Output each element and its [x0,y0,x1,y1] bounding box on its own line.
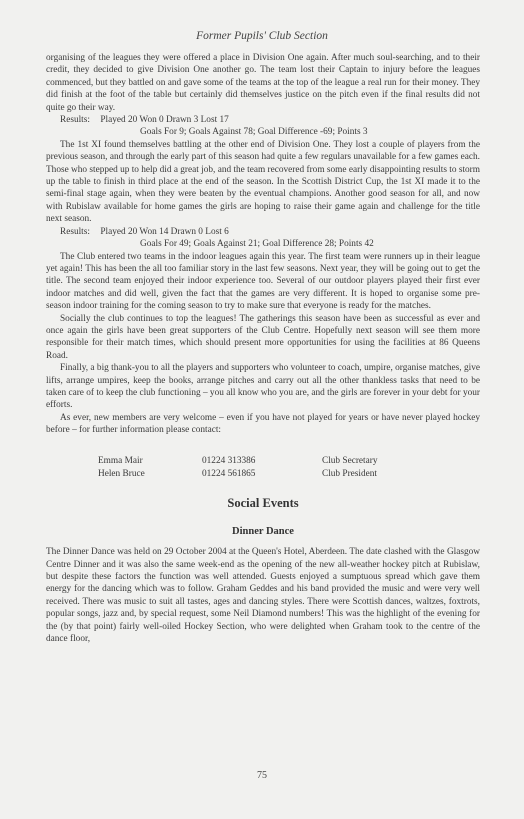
results-record: Played 20 Won 14 Drawn 0 Lost 6 [100,226,229,237]
contact-name: Emma Mair [98,455,143,466]
contact-row [98,455,378,468]
results-record: Played 20 Won 0 Drawn 3 Lost 17 [100,115,229,126]
results-block-1 [46,114,480,126]
contact-row [98,468,378,481]
hockey-paragraph-5: Finally, a big thank-you to all the players and supporters who volunteer to coach, umpire, organise matches, give lifts, arrange umpires, keep the books, arrange pitches and carry out all the other thankless tasks that need to be taken care of to keep the club functioning – you all know who you are, and the girls are forever in your debt for your efforts. [46,363,480,411]
results-block-2 [46,226,480,238]
hockey-paragraph-4: Socially the club continues to top the leagues! The gatherings this season have been as successful as ever and once again the girls have been great supporters of the Club Centre. Hopefully next season will see them more responsible for their match times, which should present more opportunities for using the facilities at 86 Queens Road. [46,313,480,361]
results-goals-2: Goals For 49; Goals Against 21; Goal Difference 28; Points 42 [140,239,374,250]
contact-phone: 01224 313386 [202,455,256,466]
page-number: 75 [257,770,267,781]
results-label: Results: [60,115,90,126]
contact-name: Helen Bruce [98,469,145,479]
results-goals-1: Goals For 9; Goals Against 78; Goal Difference -69; Points 3 [140,127,368,138]
hockey-paragraph-1: organising of the leagues they were offered a place in Division One again. After much soul-searching, and to their credit, they decided to give Division One another go. The team lost their Captain to injury before the leagues commenced, but they battled on and gave some of the teams at the top of the league a real run for their money. They did finish at the foot of the table but certainly did themselves justice on the pitch even if the final results did not quite go their way. [46,53,480,113]
contact-role: Club President [322,469,378,479]
running-header: Former Pupils' Club Section [196,30,328,42]
dinner-dance-paragraph: The Dinner Dance was held on 29 October 2004 at the Queen's Hotel, Aberdeen. The date clashed with the Glasgow Centre Dinner and it was also the same week-end as the opening of the new all-weather hockey pitch at Rubislaw, but despite these factors the function was well attended. Guests enjoyed a sumptuous spread which gave them energy for the dancing which was to follow. Graham Geddes and his band provided the music and were very well received. There was music to suit all tastes, ages and dancing styles. There were Scottish dances, waltzes, foxtrots, popular songs, jazz and, by special request, some Neil Diamond numbers! This was the highlight of the evening for the (by that point) fairly well-oiled Hockey Section, who were delighted when Graham took to the centre of the dance floor, [46,547,480,645]
body-text [46,52,480,645]
contacts-table [98,455,378,482]
results-label: Results: [60,226,90,237]
hockey-paragraph-6: As ever, new members are very welcome – even if you have not played for years or have never played hockey before – for further information please contact: [46,412,480,436]
hockey-paragraph-2: The 1st XI found themselves battling at the other end of Division One. They lost a couple of players from the previous season, and through the early part of this season had quite a few regulars unavailable for a few games each. Those who stepped up to help did a great job, and the team recovered from some early disappointing results to storm up the table to finish in third place at the end of the season. In the Scottish District Cup, the 1st XI made it to the semi-final stage again, when they were beaten by the eventual champions. Another good season for all, and now with Rubislaw available for home games the girls are hoping to raise their game again and challenge for the title next season. [46,139,481,225]
hockey-paragraph-3: The Club entered two teams in the indoor leagues again this year. The first team were runners up in their league yet again! This has been the all too familiar story in the last few seasons. Next year, they will be going out to get the title. The second team enjoyed their indoor experience too. Several of our outdoor players played their first ever indoor matches and did well, given the fact that the games are very different. It is hoped to organise some pre-season indoor training for the coming season to try to make sure that everyone is ready for the matches. [46,251,480,312]
contact-role: Club Secretary [322,455,378,466]
contact-phone: 01224 561865 [202,469,256,479]
subsection-heading: Dinner Dance [232,525,294,537]
section-heading: Social Events [227,496,299,511]
